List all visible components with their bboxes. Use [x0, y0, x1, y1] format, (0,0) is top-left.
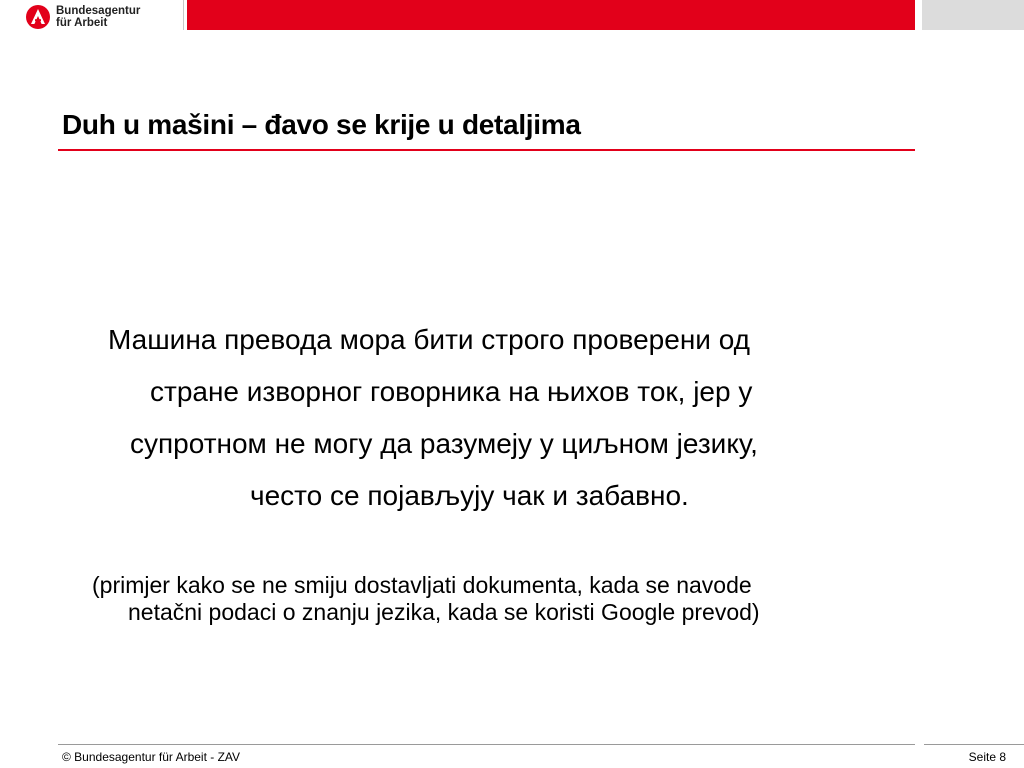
slide-note [92, 572, 922, 626]
bundesagentur-logo [26, 5, 140, 29]
footer-copyright: © Bundesagentur für Arbeit - ZAV [62, 750, 241, 764]
note-line-2: netačni podaci o znanju jezika, kada se koristi Google prevod) [128, 599, 760, 625]
header-grey-bar [922, 0, 1024, 30]
body-line-1: Машина превода мора бити строго проверени од [108, 324, 750, 355]
logo-line-1: Bundesagentur [56, 5, 141, 17]
footer-rule [58, 744, 915, 745]
header-red-bar [187, 0, 915, 30]
note-line-1: (primjer kako se ne smiju dostavljati dokumenta, kada se navode [92, 572, 752, 598]
header-divider [183, 0, 184, 30]
slide-body [100, 314, 910, 522]
body-line-2: стране изворног говорника на њихов ток, јер у [150, 376, 753, 407]
body-line-4: често се појављују чак и забавно. [250, 480, 689, 511]
page-number: Seite 8 [968, 750, 1006, 764]
footer-rule-right [924, 744, 1024, 745]
slide-title: Duh u mašini – đavo se krije u detaljima [62, 109, 581, 140]
logo-wordmark [56, 5, 140, 29]
title-underline [58, 149, 915, 151]
body-line-3: супротном не могу да разумеју у циљном језику, [130, 428, 758, 459]
bundesagentur-logo-icon [26, 5, 50, 29]
logo-line-2: für Arbeit [56, 17, 108, 29]
